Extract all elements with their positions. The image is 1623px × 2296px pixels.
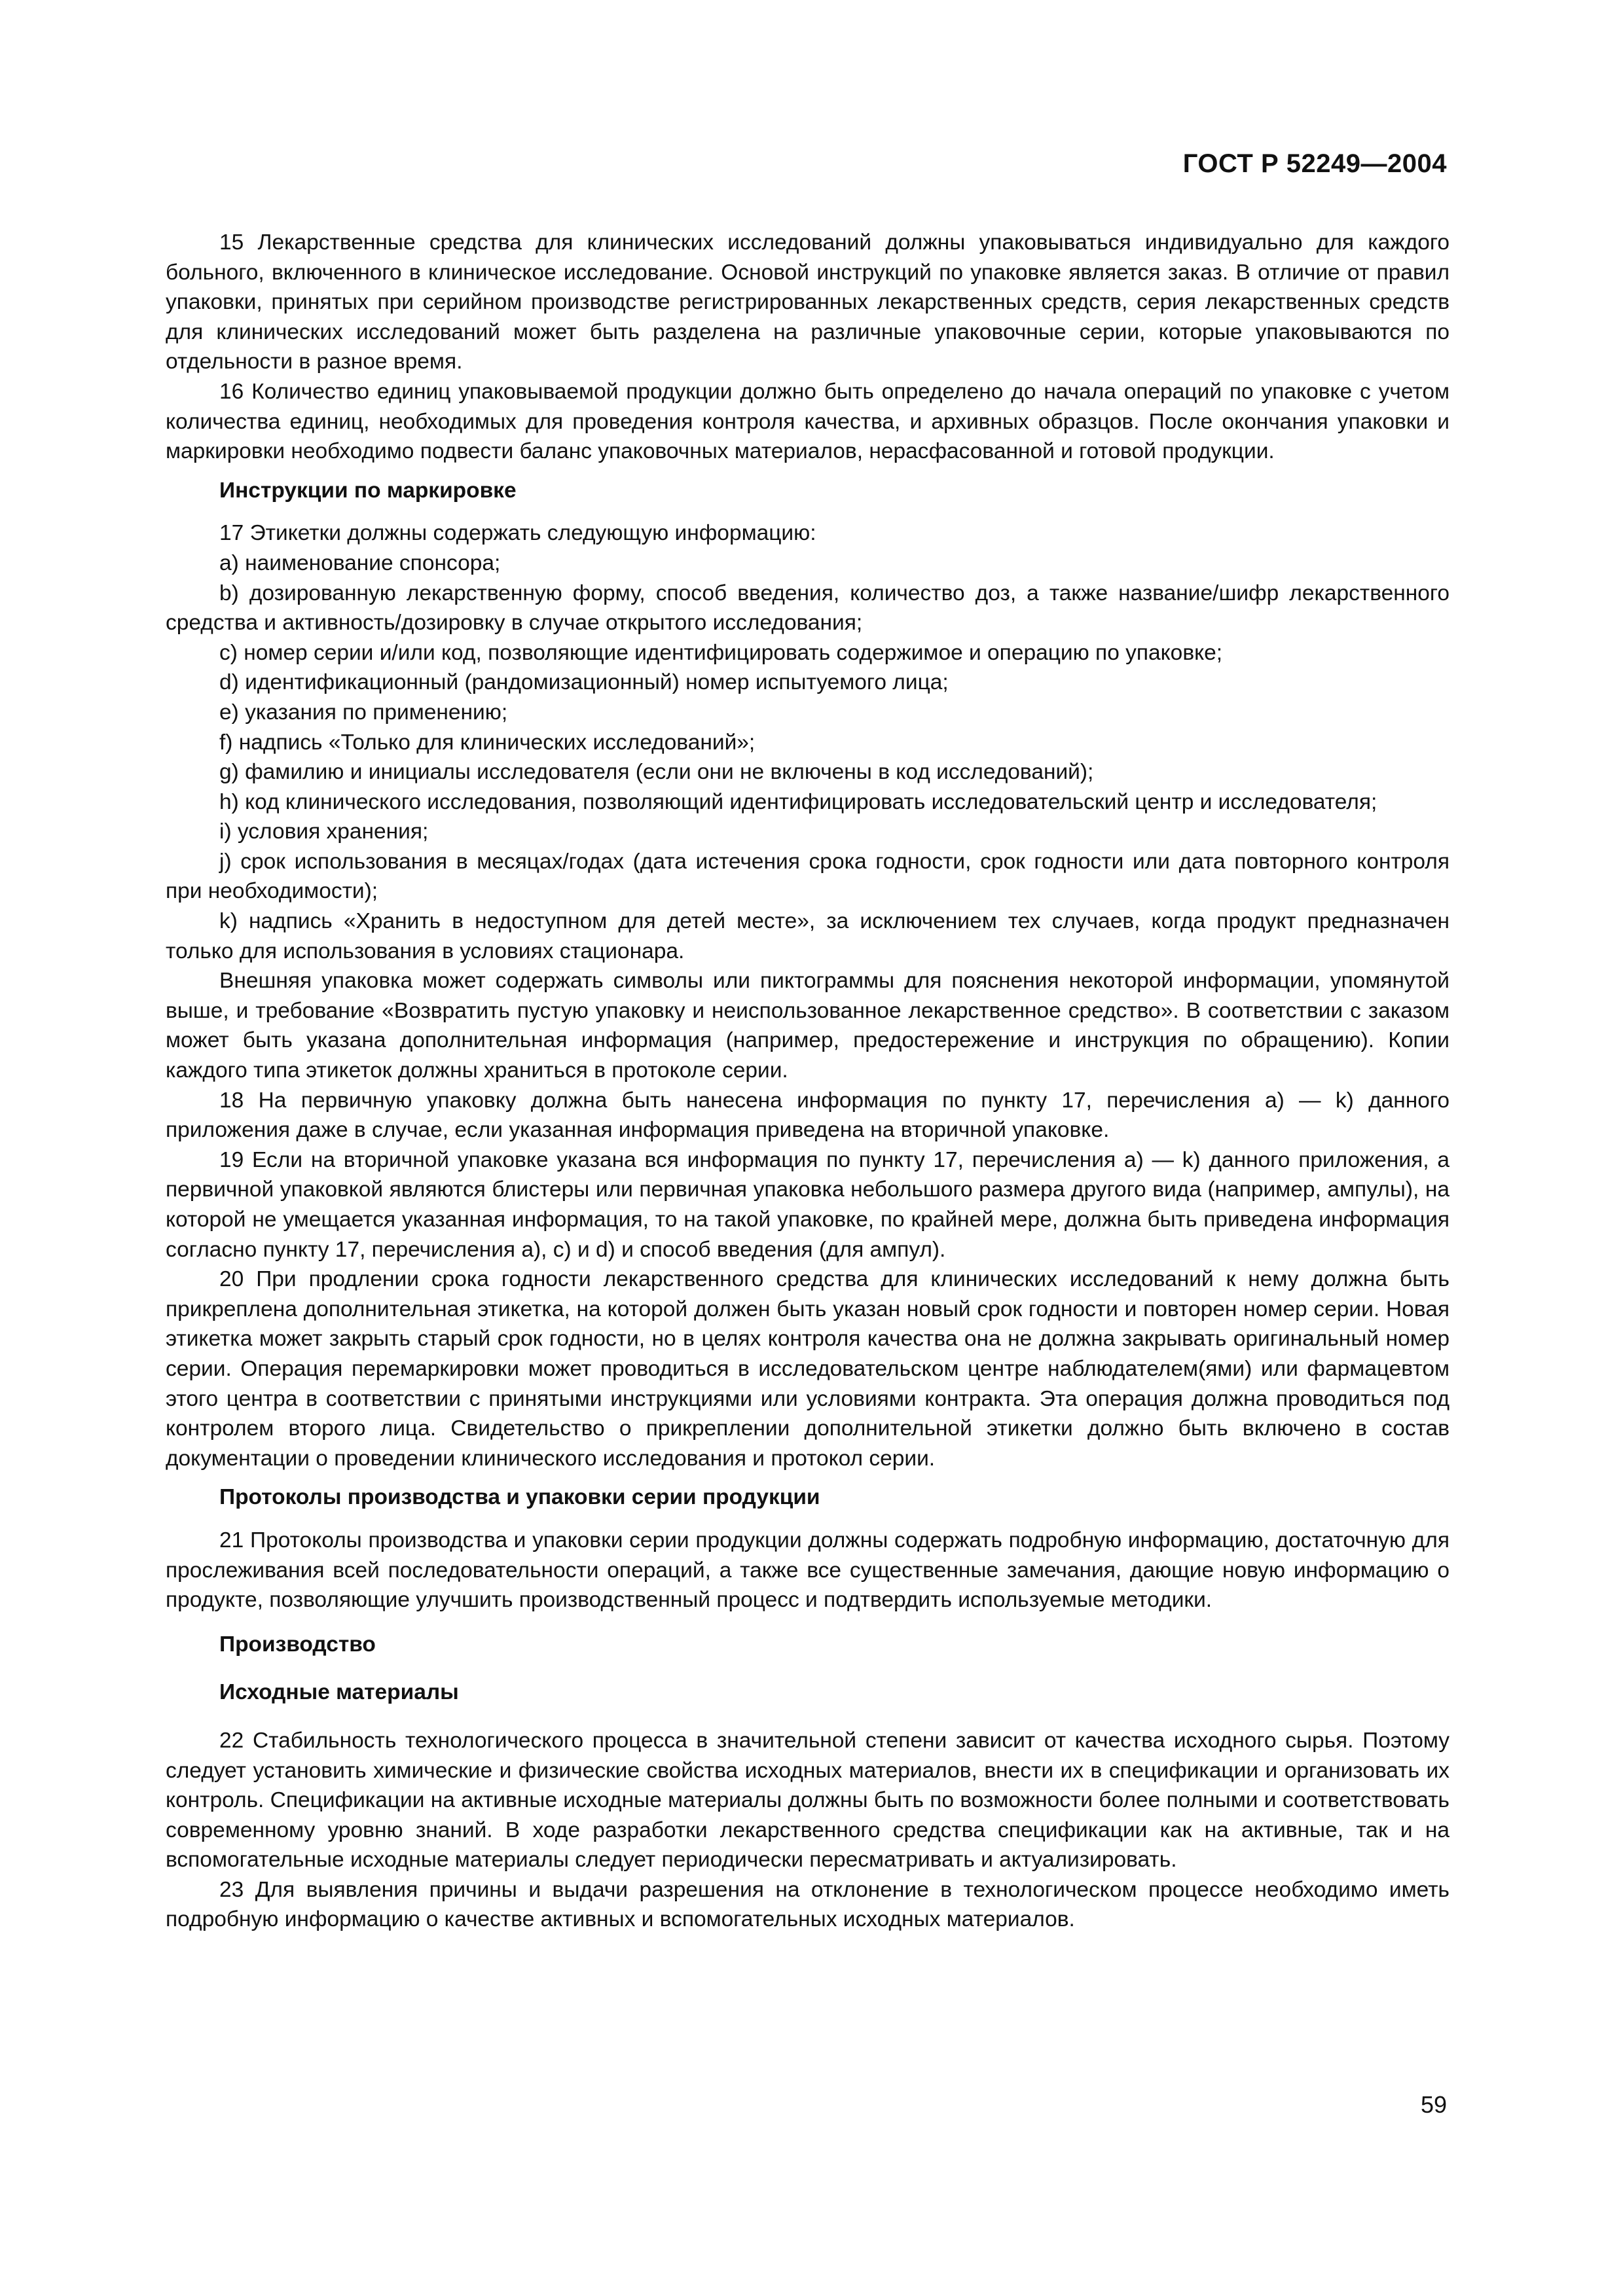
paragraph-17: 17 Этикетки должны содержать следующую информацию:: [219, 521, 816, 546]
list-item-f: f) надпись «Только для клинических исследований»;: [219, 730, 756, 755]
paragraph-22: 22 Стабильность технологического процесса в значительной степени зависит от качества исходного сырья. Поэтому следует установить химические и физические свойства исходных материалов, внести их в спецификации и организовать их контроль. Спецификации на активные исходные материалы должны быть по возможности более полными и соответствовать современному уровню знаний. В ходе разработки лекарственного средства спецификации как на активные, так и на вспомогательные исходные материалы следует периодически пересматривать и актуализировать.: [166, 1728, 1450, 1873]
section-heading-labeling: Инструкции по маркировке: [219, 478, 517, 503]
list-item-b: b) дозированную лекарственную форму, способ введения, количество доз, а также название/шифр лекарственного средства и активность/дозировку в случае открытого исследования;: [166, 581, 1450, 636]
list-item-j: j) срок использования в месяцах/годах (дата истечения срока годности, срок годности или дата повторного контроля при необходимости);: [166, 849, 1450, 904]
document-code-header: ГОСТ Р 52249—2004: [1182, 149, 1447, 178]
list-item-d: d) идентификационный (рандомизационный) номер испытуемого лица;: [219, 670, 949, 695]
list-item-c: c) номер серии и/или код, позволяющие идентифицировать содержимое и операцию по упаковке;: [219, 640, 1223, 665]
section-heading-batch-records: Протоколы производства и упаковки серии продукции: [219, 1485, 820, 1510]
paragraph-23: 23 Для выявления причины и выдачи разрешения на отклонение в технологическом процессе необходимо иметь подробную информацию о качестве активных и вспомогательных исходных материалов.: [166, 1877, 1450, 1932]
paragraph-20: 20 При продлении срока годности лекарственного средства для клинических исследований к нему должна быть прикреплена дополнительная этикетка, на которой должен быть указан новый срок годности и повторен номер серии. Новая этикетка может закрыть старый срок годности, но в целях контроля качества она не должна закрывать оригинальный номер серии. Операция перемаркировки может проводиться в исследовательском центре наблюдателем(ями) или фармацевтом этого центра в соответствии с принятыми инструкциями или условиями контракта. Эта операция должна проводиться под контролем второго лица. Свидетельство о прикреплении дополнительной этикетки должно быть включено в состав документации о проведении клинического исследования и протокол серии.: [166, 1267, 1450, 1471]
list-item-g: g) фамилию и инициалы исследователя (если они не включены в код исследований);: [219, 760, 1094, 785]
page-number: 59: [1420, 2091, 1447, 2118]
paragraph-outer-packaging: Внешняя упаковка может содержать символы или пиктограммы для пояснения некоторой информации, упомянутой выше, и требование «Возвратить пустую упаковку и неиспользованное лекарственное средство». В соответствии с заказом может быть указана дополнительная информация (например, предостережение и инструкция по обращению). Копии каждого типа этикеток должны храниться в протоколе серии.: [166, 969, 1450, 1083]
list-item-e: e) указания по применению;: [219, 700, 508, 725]
paragraph-15: 15 Лекарственные средства для клинических исследований должны упаковываться индивидуально для каждого больного, включенного в клиническое исследование. Основой инструкций по упаковке является заказ. В отличие от правил упаковки, принятых при серийном производстве регистрированных лекарственных средств, серия лекарственных средств для клинических исследований может быть разделена на различные упаковочные серии, которые упаковываются по отдельности в разное время.: [166, 230, 1450, 374]
paragraph-16: 16 Количество единиц упаковываемой продукции должно быть определено до начала операций по упаковке с учетом количества единиц, необходимых для проведения контроля качества, и архивных образцов. После окончания упаковки и маркировки необходимо подвести баланс упаковочных материалов, нерасфасованной и готовой продукции.: [166, 379, 1450, 464]
list-item-h: h) код клинического исследования, позволяющий идентифицировать исследовательский центр и исследователя;: [219, 789, 1377, 814]
section-heading-starting-materials: Исходные материалы: [219, 1680, 459, 1705]
list-item-a: a) наименование спонсора;: [219, 550, 501, 575]
list-item-k: k) надпись «Хранить в недоступном для детей месте», за исключением тех случаев, когда продукт предназначен только для использования в условиях стационара.: [166, 909, 1450, 963]
paragraph-21: 21 Протоколы производства и упаковки серии продукции должны содержать подробную информацию, достаточную для прослеживания всей последовательности операций, а также все существенные замечания, дающие новую информацию о продукте, позволяющие улучшить производственный процесс и подтвердить используемые методики.: [166, 1528, 1450, 1613]
list-item-i: i) условия хранения;: [219, 819, 429, 844]
document-body: [166, 228, 1450, 1935]
paragraph-18: 18 На первичную упаковку должна быть нанесена информация по пункту 17, перечисления a) — k) данного приложения даже в случае, если указанная информация приведена на вторичной упаковке.: [166, 1088, 1450, 1143]
section-heading-production: Производство: [219, 1632, 376, 1657]
paragraph-19: 19 Если на вторичной упаковке указана вся информация по пункту 17, перечисления a) — k) данного приложения, а первичной упаковкой являются блистеры или первичная упаковка небольшого размера другого вида (например, ампулы), на которой не умещается указанная информация, то на такой упаковке, по крайней мере, должна быть приведена информация согласно пункту 17, перечисления a), c) и d) и способ введения (для ампул).: [166, 1147, 1450, 1262]
